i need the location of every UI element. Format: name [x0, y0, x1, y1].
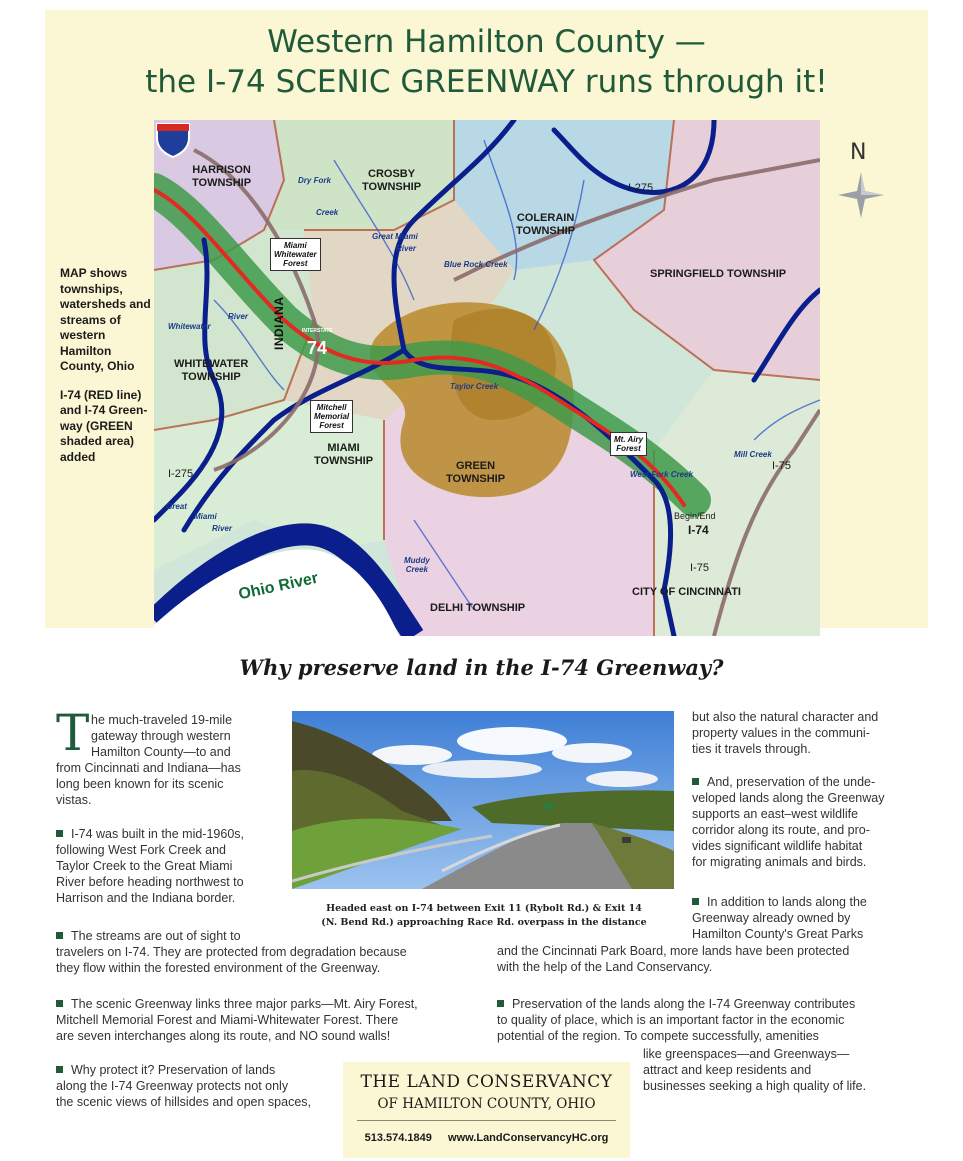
label-blue-rock-creek: Blue Rock Creek [444, 260, 508, 269]
label-miami-township: MIAMI TOWNSHIP [314, 442, 374, 467]
label-i275-west: I-275 [168, 468, 194, 480]
logo-contact [343, 1132, 630, 1144]
label-crosby-township: CROSBY TOWNSHIP [362, 168, 422, 193]
bullet-icon [692, 778, 699, 785]
intro-line: Hamilton County—to and [91, 745, 231, 759]
label-city-of-cincinnati: CITY OF CINCINNATI [632, 586, 741, 598]
label-west-fork-creek: West Fork Creek [630, 470, 693, 479]
addition-paragraph: In addition to lands along the Greenway already owned by Hamilton County's Great Parks [692, 895, 867, 941]
label-mill-creek: Mill Creek [734, 450, 772, 459]
bullet-icon [56, 932, 63, 939]
label-taylor-creek: Taylor Creek [450, 382, 499, 391]
label-whitewater: Whitewater [168, 322, 211, 331]
headline-line-1: Western Hamilton County — [267, 24, 706, 60]
map-graphic [154, 120, 820, 636]
label-whitewater-river: River [228, 312, 249, 321]
label-begin-end: Begin/End [674, 511, 716, 521]
map-legend-note [60, 266, 152, 478]
label-i275-north: I-275 [628, 182, 654, 194]
protect-paragraph: Why protect it? Preservation of lands along the I-74 Greenway protects not only the scenic views of hillsides and open spaces, [56, 1063, 312, 1109]
logo-name: THE LAND CONSERVANCY [360, 1072, 613, 1092]
label-i75-north: I-75 [772, 460, 791, 472]
bullet-icon [497, 1000, 504, 1007]
label-springfield-township: SPRINGFIELD TOWNSHIP [650, 268, 787, 280]
page-headline [45, 22, 928, 102]
bullet-icon [56, 1066, 63, 1073]
caption-line-1: Headed east on I-74 between Exit 11 (Rybolt Rd.) & Exit 14 [326, 903, 642, 914]
label-mitchell-memorial-forest: Mitchell Memorial Forest [310, 400, 353, 433]
label-i75-south: I-75 [690, 562, 709, 574]
interstate-number: 74 [306, 338, 328, 358]
label-great-miami: Great Miami [372, 232, 418, 241]
label-mt-airy-forest: Mt. Airy Forest [610, 432, 647, 456]
caption-line-2: (N. Bend Rd.) approaching Race Rd. overpass in the distance [321, 917, 647, 928]
streams-paragraph: The streams are out of sight to travelers on I-74. They are protected from degradation because they flow within the forested environment of the Greenway. [56, 929, 407, 975]
interstate-banner: INTERSTATE [302, 328, 333, 334]
logo-subtitle: OF HAMILTON COUNTY, OHIO [377, 1096, 596, 1112]
label-river: River [396, 244, 417, 253]
intro-line: long been known for its scenic [56, 777, 224, 791]
label-miami: Miami [194, 512, 217, 521]
legend-text-2: I-74 (RED line) and I-74 Green-way (GREEN shaded area) added [60, 387, 148, 464]
label-delhi-township: DELHI TOWNSHIP [430, 602, 526, 614]
label-miami-river: River [212, 524, 233, 533]
section-heading: Why preserve land in the I-74 Greenway? [239, 655, 724, 680]
interstate-shield-icon [154, 120, 192, 158]
addition-paragraph-cont: and the Cincinnati Park Board, more lands have been protected with the help of the Land Conservancy. [497, 944, 850, 974]
label-whitewater-township: WHITEWATER TOWNSHIP [174, 358, 249, 383]
label-i74: I-74 [688, 523, 709, 537]
label-miami-whitewater-forest: Miami Whitewater Forest [270, 238, 321, 271]
label-harrison-township: HARRISON TOWNSHIP [192, 164, 252, 189]
legend-text-1: MAP shows townships, watersheds and streams of western Hamilton County, Ohio [60, 266, 151, 373]
headline-line-2: the I-74 SCENIC GREENWAY runs through it! [145, 64, 828, 100]
right-paragraph: but also the natural character and property values in the communi- ties it travels through. [692, 710, 879, 756]
logo-rule [357, 1120, 616, 1121]
logo-website-link[interactable]: www.LandConservancyHC.org [448, 1132, 609, 1144]
label-ohio-river: Ohio River [237, 569, 320, 604]
parks-paragraph: The scenic Greenway links three major parks—Mt. Airy Forest, Mitchell Memorial Forest and Miami-Whitewater Forest. There are seven interchanges along its route, and NO sound walls! [56, 997, 418, 1043]
intro-line: vistas. [56, 793, 92, 807]
label-dry-fork: Dry Fork [298, 176, 331, 185]
label-great: Great [166, 502, 187, 511]
label-green-township: GREEN TOWNSHIP [446, 460, 506, 485]
label-colerain-township: COLERAIN TOWNSHIP [516, 212, 576, 237]
intro-line: gateway through western [91, 729, 231, 743]
intro-line: from Cincinnati and Indiana—has [56, 761, 241, 775]
corridor-paragraph: And, preservation of the unde- veloped lands along the Greenway supports an east–west wildlife corridor along its route, and pro- vides significant wildlife habitat for migrating animals and birds. [692, 775, 885, 869]
highway-photo [292, 711, 674, 889]
quality-paragraph: Preservation of the lands along the I-74 Greenway contributes to quality of place, which is an important factor in the economic potential of the region. To compete successfully, amenities [497, 997, 856, 1043]
township-map [154, 120, 820, 636]
quality-paragraph-cont: like greenspaces—and Greenways— attract and keep residents and businesses seeking a high quality of life. [643, 1047, 867, 1093]
intro-paragraph [91, 712, 291, 760]
north-arrow [838, 140, 884, 224]
bullet-icon [56, 1000, 63, 1007]
dropcap: T [56, 704, 90, 762]
bullet-icon [56, 830, 63, 837]
north-label: N [850, 140, 867, 165]
compass-star-icon [838, 172, 884, 218]
built-paragraph: I-74 was built in the mid-1960s, following West Fork Creek and Taylor Creek to the Great Miami River before heading northwest to Harrison and the Indiana border. [56, 827, 245, 905]
intro-line: he much-traveled 19-mile [91, 713, 233, 727]
label-creek: Creek [316, 208, 339, 217]
logo-phone: 513.574.1849 [364, 1132, 432, 1144]
intro-paragraph-cont [56, 760, 291, 808]
state-label-indiana: INDIANA [272, 296, 286, 350]
bullet-icon [692, 898, 699, 905]
label-muddy-creek: Muddy Creek [404, 556, 430, 574]
photo-caption [296, 902, 672, 930]
land-conservancy-logo [343, 1062, 630, 1158]
